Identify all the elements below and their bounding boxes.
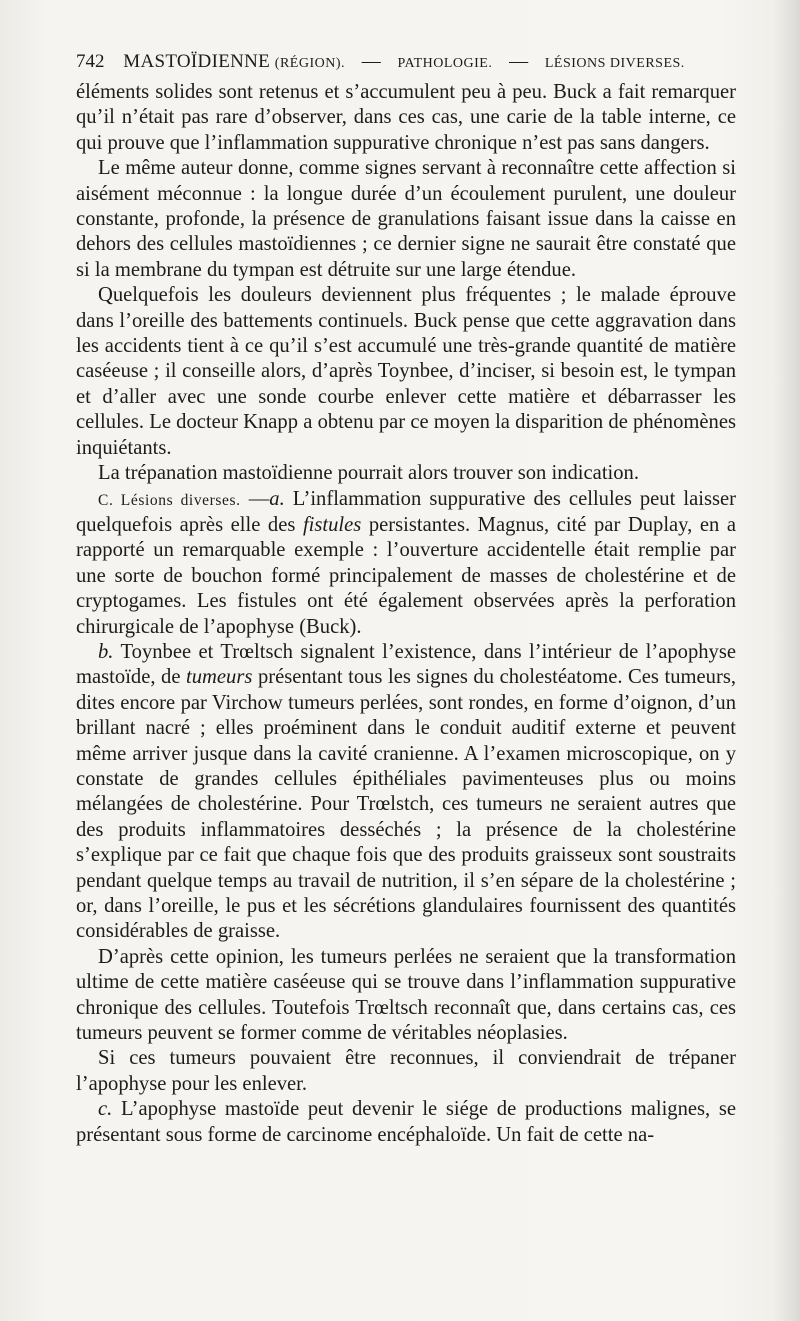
running-head-dash: — (509, 51, 529, 72)
paragraph-continued: éléments solides sont retenus et s’accumulent peu à peu. Buck a fait remarquer qu’il n’était pas rare d’observer, dans ces cas, une carie de la table interne, ce qui prouve que l’inflammation suppurative chronique n’est pas sans dangers. (76, 81, 736, 154)
paragraph-text: présentant tous les signes du cholestéatome. Ces tumeurs, dites encore par Virchow tumeurs perlées, sont rondes, en forme d’oignon, d’un brillant nacré ; elles proéminent dans le conduit auditif externe et peuvent même arriver jusque dans la cavité cranienne. A l’examen microscopique, on y constate de grandes cellules épithéliales pavimenteuses plus ou moins mélangées de cholestérine. Pour Trœlstch, ces tumeurs ne seraient autres que des produits inflammatoires desséchés ; la présence de la cholestérine s’explique par ce fait que chaque fois que des produits graisseux sont soustraits pendant quelque temps au travail de nutrition, il s’en sépare de la cholestérine ; or, dans l’oreille, le pus et les sécrétions glandulaires fournissent des quantités considérables de graisse. (76, 666, 736, 943)
paragraph-section-c (76, 487, 736, 640)
paragraph: Si ces tumeurs pouvaient être reconnues, il conviendrait de trépaner l’apophyse pour les enlever. (76, 1047, 736, 1095)
section-heading: C. Lésions diverses. (98, 491, 241, 509)
paragraph: Le même auteur donne, comme signes servant à reconnaître cette affection si aisément méconnue : la longue durée d’un écoulement purulent, une douleur constante, profonde, la présence de granulations faisant issue dans la caisse en dehors des cellules mastoïdiennes ; ce dernier signe ne saurait être constaté que si la membrane du tympan est détruite sur une large étendue. (76, 157, 736, 281)
running-head-section: PATHOLOGIE. (397, 56, 493, 71)
emphasis: tumeurs (186, 666, 253, 689)
running-head (76, 48, 736, 76)
item-marker: c. (98, 1098, 113, 1121)
paragraph-text: Toynbee et Trœltsch signalent l’existence, dans l’intérieur de l’apophyse mastoïde, de (76, 640, 736, 689)
paragraph: D’après cette opinion, les tumeurs perlées ne seraient que la transformation ultime de cette matière caséeuse qui se trouve dans l’inflammation suppurative chronique des cellules. Toutefois Trœltsch reconnaît que, dans certains cas, ces tumeurs peuvent se former comme de véritables néoplasies. (76, 945, 736, 1045)
page-number: 742 (76, 51, 105, 72)
paragraph-text: L’apophyse mastoïde peut devenir le siége de productions malignes, se présentant sous forme de carcinome encéphaloïde. Un fait de cette na- (76, 1098, 736, 1146)
paragraph: Quelquefois les douleurs deviennent plus fréquentes ; le malade éprouve dans l’oreille des battements continuels. Buck pense que cette aggravation dans les accidents tient à ce qu’il s’est accumulé une très-grande quantité de matière caséeuse ; il conseille alors, d’après Toynbee, d’inciser, si besoin est, le tympan et d’aller avec une sonde courbe enlever cette matière et débarrasser les cellules. Le docteur Knapp a obtenu par ce moyen la disparition de phénomènes inquiétants. (76, 284, 736, 459)
page-gutter-shadow (774, 0, 800, 1321)
emphasis: fistules (302, 513, 362, 536)
body-text (76, 80, 736, 1148)
heading-dash: — (248, 487, 270, 510)
item-marker: a. (269, 487, 285, 510)
paragraph-item-b (76, 640, 736, 945)
running-head-subsection: LÉSIONS DIVERSES. (544, 56, 685, 71)
item-marker: b. (98, 640, 114, 663)
paragraph-item-c (76, 1097, 736, 1148)
running-head-dash: — (361, 51, 381, 72)
paragraph-text: L’inflammation suppurative des cellules peut laisser quelquefois après elle des (76, 487, 736, 536)
running-head-title: MASTOÏDIENNE (123, 51, 271, 72)
paragraph-text: persistantes. Magnus, cité par Duplay, en a rapporté un remarquable exemple : l’ouverture accidentelle était remplie par une sorte de bouchon formé principalement de masses de cholestérine et de cryptogames. Les fistules ont été également observées après la perforation chirurgicale de l’apophyse (Buck). (76, 513, 736, 638)
paragraph: La trépanation mastoïdienne pourrait alors trouver son indication. (98, 462, 639, 485)
running-head-region: (RÉGION). (274, 56, 346, 71)
